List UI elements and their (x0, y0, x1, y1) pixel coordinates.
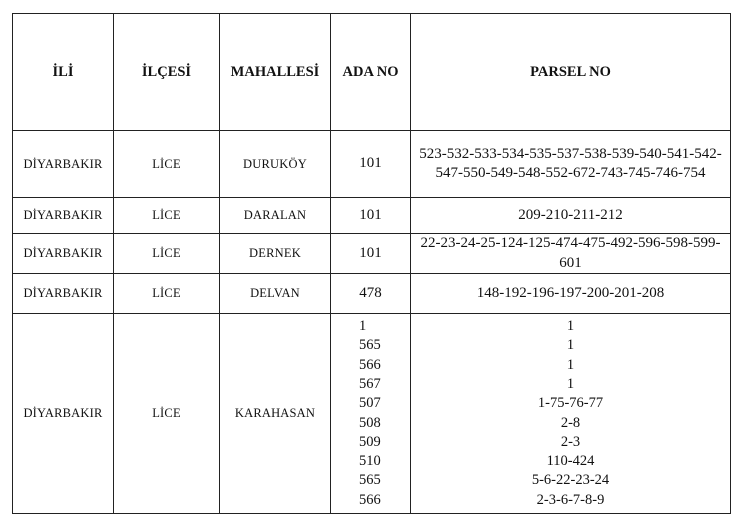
parsel-no-entry: 1 (566, 356, 575, 373)
parcel-table (12, 13, 731, 514)
header-ilce: İLÇESİ (114, 14, 220, 131)
cell-mahalle: DURUKÖY (220, 131, 331, 198)
cell-mahalle: DELVAN (220, 274, 331, 314)
header-mahalle: MAHALLESİ (220, 14, 331, 131)
cell-ada-no-list (331, 314, 411, 514)
table-row (13, 314, 731, 514)
cell-ada-no: 478 (331, 274, 411, 314)
parsel-no-entry: 1-75-76-77 (537, 395, 604, 412)
ada-no-entry: 565 (359, 472, 381, 489)
header-row (13, 14, 731, 131)
cell-ada-no: 101 (331, 131, 411, 198)
cell-ada-no: 101 (331, 198, 411, 234)
ada-no-entry: 510 (359, 453, 381, 470)
cell-ilce: LİCE (114, 234, 220, 274)
cell-mahalle: KARAHASAN (220, 314, 331, 514)
cell-ilce: LİCE (114, 131, 220, 198)
ada-no-entry: 509 (359, 433, 381, 450)
cell-mahalle: DERNEK (220, 234, 331, 274)
header-il: İLİ (13, 14, 114, 131)
parsel-no-entry: 2-3 (560, 433, 581, 450)
parsel-no-entry: 1 (566, 337, 575, 354)
cell-ilce: LİCE (114, 314, 220, 514)
cell-parsel-no: 148-192-196-197-200-201-208 (411, 274, 731, 314)
cell-il: DİYARBAKIR (13, 234, 114, 274)
cell-parsel-no: 22-23-24-25-124-125-474-475-492-596-598-599-601 (411, 234, 731, 274)
table-row (13, 234, 731, 274)
ada-no-entry: 1 (359, 318, 367, 335)
cell-il: DİYARBAKIR (13, 131, 114, 198)
cell-il: DİYARBAKIR (13, 314, 114, 514)
cell-ada-no: 101 (331, 234, 411, 274)
parsel-no-entry: 2-3-6-7-8-9 (536, 491, 605, 508)
table-row (13, 198, 731, 234)
ada-no-entry: 566 (359, 356, 381, 373)
cell-mahalle: DARALAN (220, 198, 331, 234)
cell-parsel-no: 209-210-211-212 (411, 198, 731, 234)
parsel-no-entry: 2-8 (560, 414, 581, 431)
ada-no-entry: 508 (359, 414, 381, 431)
cell-parsel-no-list (411, 314, 731, 514)
header-parsel-no: PARSEL NO (411, 14, 731, 131)
header-ada-no: ADA NO (331, 14, 411, 131)
parsel-no-entry: 1 (566, 318, 575, 335)
ada-no-entry: 507 (359, 395, 381, 412)
cell-parsel-no: 523-532-533-534-535-537-538-539-540-541-542-547-550-549-548-552-672-743-745-746-754 (411, 131, 731, 198)
cell-il: DİYARBAKIR (13, 274, 114, 314)
table-row (13, 131, 731, 198)
cell-il: DİYARBAKIR (13, 198, 114, 234)
ada-no-entry: 565 (359, 337, 381, 354)
ada-no-entry: 566 (359, 491, 381, 508)
cell-ilce: LİCE (114, 274, 220, 314)
ada-no-entry: 567 (359, 375, 381, 392)
parsel-no-entry: 5-6-22-23-24 (531, 472, 610, 489)
parsel-no-entry: 1 (566, 375, 575, 392)
table-row (13, 274, 731, 314)
parsel-no-entry: 110-424 (546, 453, 595, 470)
cell-ilce: LİCE (114, 198, 220, 234)
